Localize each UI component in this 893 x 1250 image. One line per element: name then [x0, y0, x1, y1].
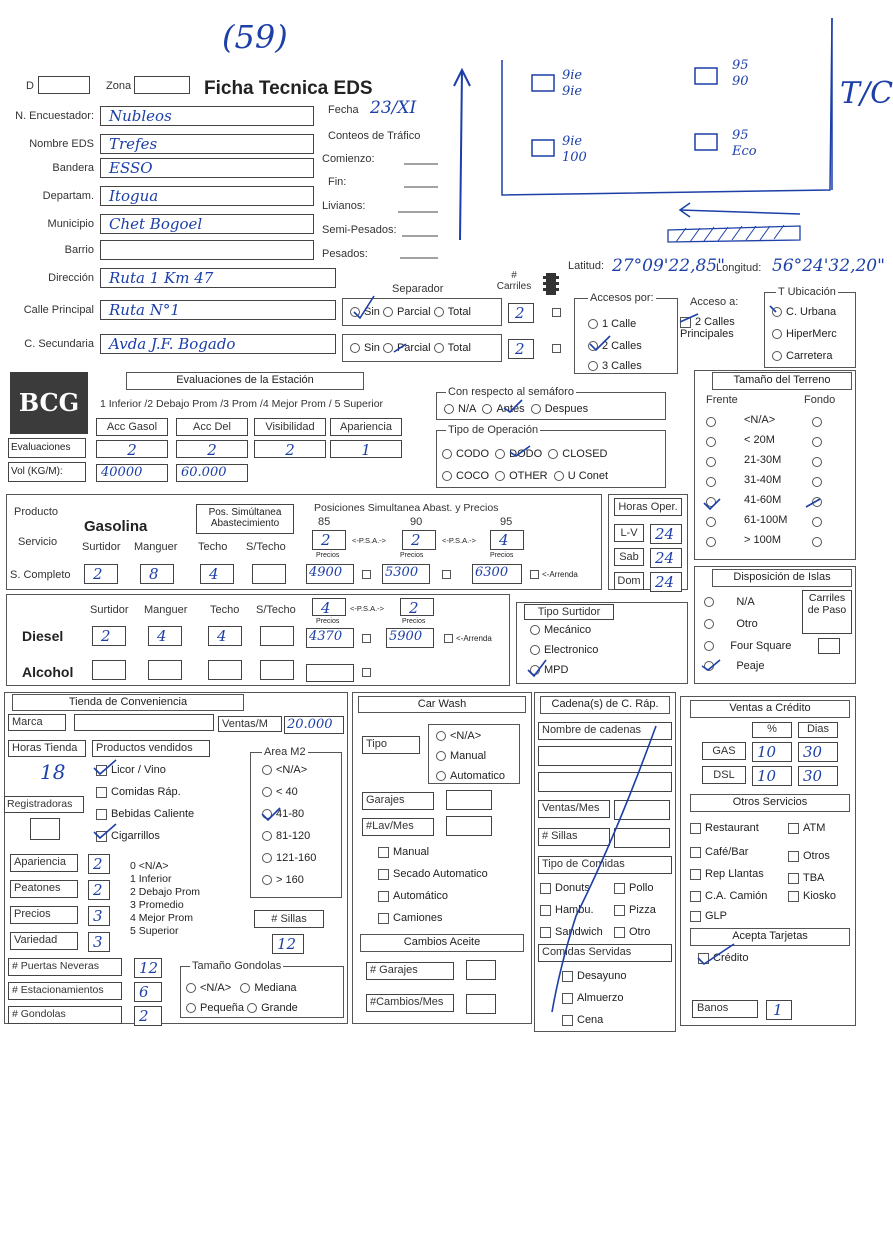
zona-field[interactable] — [134, 76, 190, 94]
tarjetas-credito[interactable]: Crédito — [698, 952, 748, 964]
alcohol-label: Alcohol — [22, 664, 74, 680]
registradoras-label: Registradoras — [4, 796, 84, 813]
area-option[interactable]: > 160 — [262, 874, 304, 886]
surtidor-tick — [526, 656, 550, 680]
semipesados-label: Semi-Pesados: — [322, 224, 397, 236]
tienda-eval-value[interactable]: 2 — [88, 880, 110, 900]
carwash-tipo-label: Tipo — [362, 736, 420, 754]
dsl-arrenda-1[interactable] — [362, 634, 371, 643]
carwash-check[interactable]: Camiones — [378, 912, 443, 924]
marca-label: Marca — [8, 714, 66, 731]
tarjetas-tick — [694, 938, 754, 968]
semaforo-title: Con respecto al semáforo — [448, 386, 574, 398]
surtidor-mecanico[interactable]: Mecánico — [530, 624, 591, 636]
area-option[interactable]: < 40 — [262, 786, 298, 798]
area-title: Area M2 — [264, 746, 306, 758]
operacion-row2[interactable]: COCO OTHER U Conet — [442, 470, 608, 482]
eval-value[interactable]: 1 — [330, 440, 402, 458]
carwash-check[interactable]: Secado Automatico — [378, 868, 488, 880]
cadenas-tipo-option[interactable]: Donuts — [540, 882, 590, 894]
field-label: Calle Principal — [23, 304, 94, 316]
fin-label: Fin: — [328, 176, 347, 188]
tienda-sillas-value[interactable]: 12 — [272, 934, 304, 954]
tienda-scale-item: 0 <N/A> — [130, 860, 169, 872]
dsl-pos-2[interactable]: 2 — [400, 598, 434, 616]
cadenas-tipo-label: Tipo de Comidas — [538, 856, 672, 874]
accesos-1calle[interactable]: 1 Calle — [588, 318, 636, 330]
sep-principal-carriles[interactable]: 2 — [508, 303, 534, 323]
field-value[interactable]: Nubleos — [100, 106, 314, 126]
acceso-ticks — [580, 300, 780, 360]
terreno-row-label: 61-100M — [744, 514, 788, 526]
credito-pct-value[interactable]: 10 — [752, 742, 792, 762]
cadenas-servidas-option[interactable]: Almuerzo — [562, 992, 623, 1004]
dsl-arrenda-label: <-Arrenda — [456, 634, 492, 643]
aceite-cambios-label: #Cambios/Mes — [366, 994, 454, 1012]
gas-oct-85: 85 — [318, 516, 331, 528]
eval-value[interactable]: 2 — [176, 440, 248, 458]
field-value[interactable]: Ruta 1 Km 47 — [100, 268, 336, 288]
terreno-fondo-radio[interactable] — [812, 477, 822, 487]
islas-title: Disposición de Islas — [712, 569, 852, 587]
tienda-eval-label: Variedad — [10, 932, 78, 950]
terreno-frente-radio[interactable] — [706, 457, 716, 467]
dsl-precios-lbl-2: Precios — [402, 618, 426, 625]
area-option[interactable]: <N/A> — [262, 764, 307, 776]
carwash-garajes-field[interactable] — [446, 790, 492, 810]
semaforo-options[interactable]: N/A Antes Despues — [444, 403, 588, 415]
otros-servicio-option[interactable]: Rep Llantas — [690, 868, 764, 880]
otros-title: Otros Servicios — [690, 794, 850, 812]
credito-pct-label: % — [752, 722, 792, 738]
aceite-garajes-field[interactable] — [466, 960, 496, 980]
gas-manguer[interactable]: 8 — [140, 564, 174, 584]
latitud-value[interactable]: 27°09'22,85" — [612, 256, 725, 276]
islas-na[interactable]: N/A — [704, 596, 755, 608]
aceite-cambios-field[interactable] — [466, 994, 496, 1014]
tienda-eval-label: Apariencia — [10, 854, 78, 872]
acceso-a-opt[interactable]: 2 Calles Principales — [680, 316, 735, 340]
conteos-lines — [380, 150, 440, 260]
tienda-eval-label: Precios — [10, 906, 78, 924]
carwash-lav-field[interactable] — [446, 816, 492, 836]
horas-day: Sab — [614, 548, 644, 566]
carwash-tipo-auto[interactable]: Automatico — [436, 770, 505, 782]
terreno-fondo-radio[interactable] — [812, 457, 822, 467]
sep-secundaria-options[interactable]: Sin Parcial Total — [350, 342, 471, 354]
accesos-title: Accesos por: — [590, 292, 654, 304]
terreno-frente-radio[interactable] — [706, 517, 716, 527]
gas-surtidor[interactable]: 2 — [84, 564, 118, 584]
field-label: Bandera — [52, 162, 94, 174]
cadenas-tipo-option[interactable]: Pizza — [614, 904, 656, 916]
sketch-pump-1: 9ie — [562, 68, 583, 83]
dsl-techo[interactable]: 4 — [208, 626, 242, 646]
field-label: Barrio — [64, 244, 94, 256]
carwash-lav-label: #Lav/Mes — [362, 818, 434, 836]
otros-servicio-option[interactable]: Café/Bar — [690, 846, 748, 858]
operacion-tick — [506, 440, 546, 460]
islas-tick — [700, 654, 724, 674]
ubicacion-hipermerc[interactable]: HiperMerc — [772, 328, 837, 340]
gas-pos-90[interactable]: 2 — [402, 530, 436, 550]
cadenas-tipo-option[interactable]: Hambu. — [540, 904, 594, 916]
carwash-tipo-manual[interactable]: Manual — [436, 750, 486, 762]
tienda-eval-value[interactable]: 3 — [88, 906, 110, 926]
dsl-col-manguer: Manguer — [144, 604, 188, 616]
sep-ticks — [340, 290, 520, 360]
comienzo-label: Comienzo: — [322, 153, 375, 165]
sketch-pump-3: 95 — [732, 58, 749, 73]
field-value[interactable] — [100, 240, 314, 260]
credito-row-label: DSL — [702, 766, 746, 784]
ubicacion-title: T Ubicación — [778, 286, 836, 298]
cadenas-servidas-option[interactable]: Cena — [562, 1014, 603, 1026]
alc-surtidor[interactable] — [92, 660, 126, 680]
cadenas-tipo-option[interactable]: Sandwich — [540, 926, 603, 938]
longitud-label: Longitud: — [716, 262, 762, 274]
tienda-eval-value[interactable]: 2 — [88, 854, 110, 874]
livianos-label: Livianos: — [322, 200, 366, 212]
eval-value[interactable]: 2 — [254, 440, 326, 458]
gas-oct-95: 95 — [500, 516, 513, 528]
pesados-label: Pesados: — [322, 248, 368, 260]
tienda-title: Tienda de Conveniencia — [12, 694, 244, 711]
dsl-price-1[interactable]: 4370 — [306, 628, 354, 648]
producto-check[interactable]: Cigarrillos — [96, 830, 160, 842]
dsl-psa: <-P.S.A.-> — [350, 604, 385, 613]
sketch-pump-4: 90 — [732, 74, 749, 89]
cadenas-ventas-label: Ventas/Mes — [538, 800, 610, 818]
cadenas-tipo-option[interactable]: Otro — [614, 926, 650, 938]
operacion-title: Tipo de Operación — [448, 424, 539, 436]
horas-day: Dom — [614, 572, 644, 590]
tienda-count-label: # Gondolas — [8, 1006, 122, 1024]
terreno-title: Tamaño del Terreno — [712, 372, 852, 390]
gondola-row1[interactable]: <N/A> Mediana — [186, 982, 297, 994]
area-option[interactable]: 81-120 — [262, 830, 310, 842]
dsl-col-surtidor: Surtidor — [90, 604, 129, 616]
terreno-row-label: 31-40M — [744, 474, 782, 486]
dsl-price-2[interactable]: 5900 — [386, 628, 434, 648]
bcg-logo: BCG — [10, 372, 88, 434]
credito-row-label: GAS — [702, 742, 746, 760]
alc-price[interactable] — [306, 664, 354, 682]
surtidor-electronico[interactable]: Electronico — [530, 644, 598, 656]
islas-peaje[interactable]: Peaje — [704, 660, 764, 672]
gondola-title: Tamaño Gondolas — [192, 960, 282, 972]
tienda-scale-item: 1 Inferior — [130, 873, 172, 885]
prod-ticks — [90, 760, 130, 840]
tienda-sillas-label: # Sillas — [254, 910, 324, 928]
field-value[interactable]: Trefes — [100, 134, 314, 154]
gas-arrenda-90[interactable] — [442, 570, 451, 579]
otros-servicio-option[interactable]: TBA — [788, 872, 824, 884]
otros-servicio-option[interactable]: Restaurant — [690, 822, 759, 834]
traffic-light-icon — [543, 272, 559, 296]
horas-tienda-label: Horas Tienda — [8, 740, 86, 757]
terreno-frente: Frente — [706, 394, 738, 406]
cadenas-nombre-label: Nombre de cadenas — [538, 722, 672, 740]
alc-arrenda[interactable] — [362, 668, 371, 677]
islas-otro[interactable]: Otro — [704, 618, 758, 630]
semaforo-tick — [500, 396, 540, 416]
producto-check[interactable]: Licor / Vino — [96, 764, 166, 776]
gas-precios-lbl-2: Precios — [400, 552, 424, 559]
horas-value[interactable]: 24 — [650, 572, 682, 592]
sep-principal-options[interactable]: Sin Parcial Total — [350, 306, 471, 318]
horas-value[interactable]: 24 — [650, 524, 682, 544]
gas-col-manguer: Manguer — [134, 541, 178, 553]
islas-foursquare[interactable]: Four Square — [704, 640, 791, 652]
sketch-pump-5: 9ie — [562, 134, 583, 149]
otros-servicio-option[interactable]: ATM — [788, 822, 825, 834]
zona-label: Zona — [106, 80, 132, 92]
eval-value[interactable]: 2 — [96, 440, 168, 458]
field-value[interactable]: Itogua — [100, 186, 314, 206]
gas-techo[interactable]: 4 — [200, 564, 234, 584]
marca-field[interactable] — [74, 714, 214, 731]
terreno-row-label: < 20M — [744, 434, 775, 446]
eval-col-header: Acc Del — [176, 418, 248, 436]
dsl-arrenda-2[interactable] — [444, 634, 453, 643]
islas-carriles-paso-field[interactable] — [818, 638, 840, 654]
tienda-count-value[interactable]: 2 — [134, 1006, 162, 1026]
vol-value[interactable]: 40000 — [96, 464, 168, 482]
carriles-title: # Carriles — [496, 270, 532, 292]
gas-arrenda-label: <-Arrenda — [542, 570, 578, 579]
field-value[interactable]: Ruta N°1 — [100, 300, 336, 320]
eval-col-header: Visibilidad — [254, 418, 326, 436]
sep-principal-semaforo[interactable] — [552, 308, 561, 317]
terreno-row-label: 21-30M — [744, 454, 782, 466]
gas-stecho[interactable] — [252, 564, 286, 584]
horas-value[interactable]: 24 — [650, 548, 682, 568]
registradoras-field[interactable] — [30, 818, 60, 840]
evaluaciones-row-label: Evaluaciones — [8, 438, 86, 458]
field-value[interactable]: Chet Bogoel — [100, 214, 314, 234]
carwash-garajes-label: Garajes — [362, 792, 434, 810]
accesos-2calles[interactable]: 2 Calles — [588, 340, 642, 352]
acceso-a-title: Acceso a: — [690, 296, 739, 308]
tienda-scale-item: 4 Mejor Prom — [130, 912, 194, 924]
cadenas-tipo-option[interactable]: Pollo — [614, 882, 653, 894]
gas-col-techo: Techo — [198, 541, 228, 553]
tienda-eval-label: Peatones — [10, 880, 78, 898]
id-label: D — [26, 80, 34, 92]
latitud-label: Latitud: — [568, 260, 605, 272]
evaluaciones-scale: 1 Inferior /2 Debajo Prom /3 Prom /4 Mejor Prom / 5 Superior — [100, 398, 384, 410]
horas-title: Horas Oper. — [614, 498, 682, 516]
accesos-3calles[interactable]: 3 Calles — [588, 360, 642, 372]
conteos-title: Conteos de Tráfico — [328, 130, 421, 142]
gas-psa-2: <-P.S.A.-> — [442, 536, 477, 545]
banos-label: Banos — [692, 1000, 758, 1018]
tienda-scale-item: 3 Promedio — [130, 899, 184, 911]
gasolina-title: Gasolina — [84, 518, 148, 535]
otros-servicio-option[interactable]: Otros — [788, 850, 830, 862]
dsl-col-techo: Techo — [210, 604, 240, 616]
producto-label: Producto — [14, 506, 59, 518]
aceite-title: Cambios Aceite — [360, 934, 524, 952]
terreno-frente-radio[interactable] — [706, 417, 716, 427]
terreno-fondo-radio[interactable] — [812, 417, 822, 427]
gas-precios-lbl-1: Precios — [316, 552, 340, 559]
dsl-col-stecho: S/Techo — [256, 604, 296, 616]
field-value[interactable]: Avda J.F. Bogado — [100, 334, 336, 354]
longitud-value[interactable]: 56°24'32,20" — [772, 256, 885, 276]
terreno-fondo-radio[interactable] — [812, 537, 822, 547]
gondola-row2[interactable]: Pequeña Grande — [186, 1002, 298, 1014]
sketch-pump-6: 100 — [562, 150, 587, 165]
fecha-value[interactable]: 23/XI — [370, 98, 417, 118]
tienda-count-value[interactable]: 6 — [134, 982, 162, 1002]
horas-tienda-value[interactable]: 18 — [40, 760, 66, 784]
site-sketch — [440, 0, 883, 260]
credito-dias-value[interactable]: 30 — [798, 742, 838, 762]
terreno-fondo-radio[interactable] — [812, 517, 822, 527]
dsl-manguer[interactable]: 4 — [148, 626, 182, 646]
scompleto-label: S. Completo — [10, 569, 71, 581]
banos-value[interactable]: 1 — [766, 1000, 792, 1020]
ubicacion-urbana[interactable]: C. Urbana — [772, 306, 836, 318]
area-option[interactable]: 121-160 — [262, 852, 316, 864]
producto-check[interactable]: Comidas Ráp. — [96, 786, 181, 798]
gas-col-stecho: S/Techo — [246, 541, 286, 553]
alc-techo[interactable] — [208, 660, 242, 680]
tarjetas-title: Acepta Tarjetas — [690, 928, 850, 946]
form-number: (59) — [222, 18, 288, 56]
field-value[interactable]: ESSO — [100, 158, 314, 178]
otros-servicio-option[interactable]: GLP — [690, 910, 727, 922]
gas-pos-85[interactable]: 2 — [312, 530, 346, 550]
producto-check[interactable]: Bebidas Caliente — [96, 808, 194, 820]
page-title: Ficha Tecnica EDS — [204, 78, 373, 99]
tienda-scale-item: 2 Debajo Prom — [130, 886, 201, 898]
cadenas-sillas-label: # Sillas — [538, 828, 610, 846]
fecha-label: Fecha — [328, 104, 359, 116]
horas-day: L-V — [614, 524, 644, 542]
gas-price-90[interactable]: 5300 — [382, 564, 430, 584]
gas-arrenda-95[interactable] — [530, 570, 539, 579]
ventas-label: Ventas/M — [218, 716, 282, 732]
carwash-check[interactable]: Automático — [378, 890, 448, 902]
field-label: Municipio — [47, 218, 94, 230]
ubicacion-carretera[interactable]: Carretera — [772, 350, 832, 362]
gas-pos-95[interactable]: 4 — [490, 530, 524, 550]
terreno-fondo: Fondo — [804, 394, 836, 406]
terreno-row-label: <N/A> — [744, 414, 776, 426]
gas-price-85[interactable]: 4900 — [306, 564, 354, 584]
sketch-pump-7: 95 — [732, 128, 749, 143]
tienda-eval-value[interactable]: 3 — [88, 932, 110, 952]
carwash-title: Car Wash — [358, 696, 526, 713]
aceite-garajes-label: # Garajes — [366, 962, 454, 980]
cadenas-strike — [536, 716, 676, 1016]
vol-label-box: Vol (KG/M): — [8, 462, 86, 482]
sketch-pump-8: Eco — [732, 144, 757, 159]
credito-dias-value[interactable]: 30 — [798, 766, 838, 786]
area-tick — [260, 804, 284, 824]
sep-secundaria-semaforo[interactable] — [552, 344, 561, 353]
credito-dias-label: Dias — [798, 722, 838, 738]
alc-manguer[interactable] — [148, 660, 182, 680]
tienda-scale-item: 5 Superior — [130, 925, 179, 937]
gas-oct-90: 90 — [410, 516, 423, 528]
gas-arrenda-85[interactable] — [362, 570, 371, 579]
terreno-fondo-radio[interactable] — [812, 437, 822, 447]
field-label: N. Encuestador: — [15, 110, 94, 122]
field-label: Nombre EDS — [29, 138, 94, 150]
gas-pos-prices-title: Posiciones Simultanea Abast. y Precios — [314, 502, 499, 514]
sep-secundaria-carriles[interactable]: 2 — [508, 339, 534, 359]
sketch-pump-2: 9ie — [562, 84, 583, 99]
tienda-count-label: # Puertas Neveras — [8, 958, 122, 976]
area-option[interactable]: 41-80 — [262, 808, 304, 820]
surtidor-title: Tipo Surtidor — [524, 604, 614, 620]
id-field[interactable] — [38, 76, 90, 94]
sketch-corner: T/C — [840, 76, 893, 111]
carwash-check[interactable]: Manual — [378, 846, 429, 858]
dsl-precios-lbl-1: Precios — [316, 618, 340, 625]
vol-value[interactable]: 60.000 — [176, 464, 248, 482]
credito-title: Ventas a Crédito — [690, 700, 850, 718]
gas-psa-1: <-P.S.A.-> — [352, 536, 387, 545]
cadenas-title: Cadena(s) de C. Ráp. — [540, 696, 670, 714]
gas-precios-lbl-3: Precios — [490, 552, 514, 559]
credito-pct-value[interactable]: 10 — [752, 766, 792, 786]
terreno-frente-radio[interactable] — [706, 437, 716, 447]
dsl-pos-1[interactable]: 4 — [312, 598, 346, 616]
separador-title: Separador — [392, 283, 444, 295]
servicio-label: Servicio — [18, 536, 58, 548]
cadenas-servidas-option[interactable]: Desayuno — [562, 970, 627, 982]
terreno-row-label: 41-60M — [744, 494, 782, 506]
otros-servicio-option[interactable]: C.A. Camión — [690, 890, 767, 902]
field-label: C. Secundaria — [24, 338, 94, 350]
eval-col-header: Apariencia — [330, 418, 402, 436]
productos-label: Productos vendidos — [92, 740, 210, 757]
dsl-stecho[interactable] — [260, 626, 294, 646]
dsl-surtidor[interactable]: 2 — [92, 626, 126, 646]
field-label: Dirección — [48, 272, 94, 284]
terreno-frente-radio[interactable] — [706, 477, 716, 487]
operacion-row1[interactable]: CODO DODO CLOSED — [442, 448, 608, 460]
eval-col-header: Acc Gasol — [96, 418, 168, 436]
field-label: Departam. — [42, 190, 94, 202]
terreno-ticks — [700, 495, 830, 515]
tienda-count-label: # Estacionamientos — [8, 982, 122, 1000]
ventas-value[interactable]: 20.000 — [284, 716, 344, 734]
islas-carriles-paso: Carriles de Paso — [802, 590, 852, 634]
terreno-row-label: > 100M — [744, 534, 781, 546]
gas-pos-title: Pos. Simúltanea Abastecimiento — [196, 504, 294, 534]
otros-servicio-option[interactable]: Kiosko — [788, 890, 836, 902]
terreno-frente-radio[interactable] — [706, 537, 716, 547]
tienda-count-value[interactable]: 12 — [134, 958, 162, 978]
carwash-tipo-na[interactable]: <N/A> — [436, 730, 481, 742]
alc-stecho[interactable] — [260, 660, 294, 680]
diesel-label: Diesel — [22, 628, 64, 644]
evaluaciones-title: Evaluaciones de la Estación — [126, 372, 364, 390]
surtidor-mpd[interactable]: MPD — [530, 664, 568, 676]
cadenas-servidas-label: Comidas Servidas — [538, 944, 672, 962]
gas-price-95[interactable]: 6300 — [472, 564, 522, 584]
gas-col-surtidor: Surtidor — [82, 541, 121, 553]
